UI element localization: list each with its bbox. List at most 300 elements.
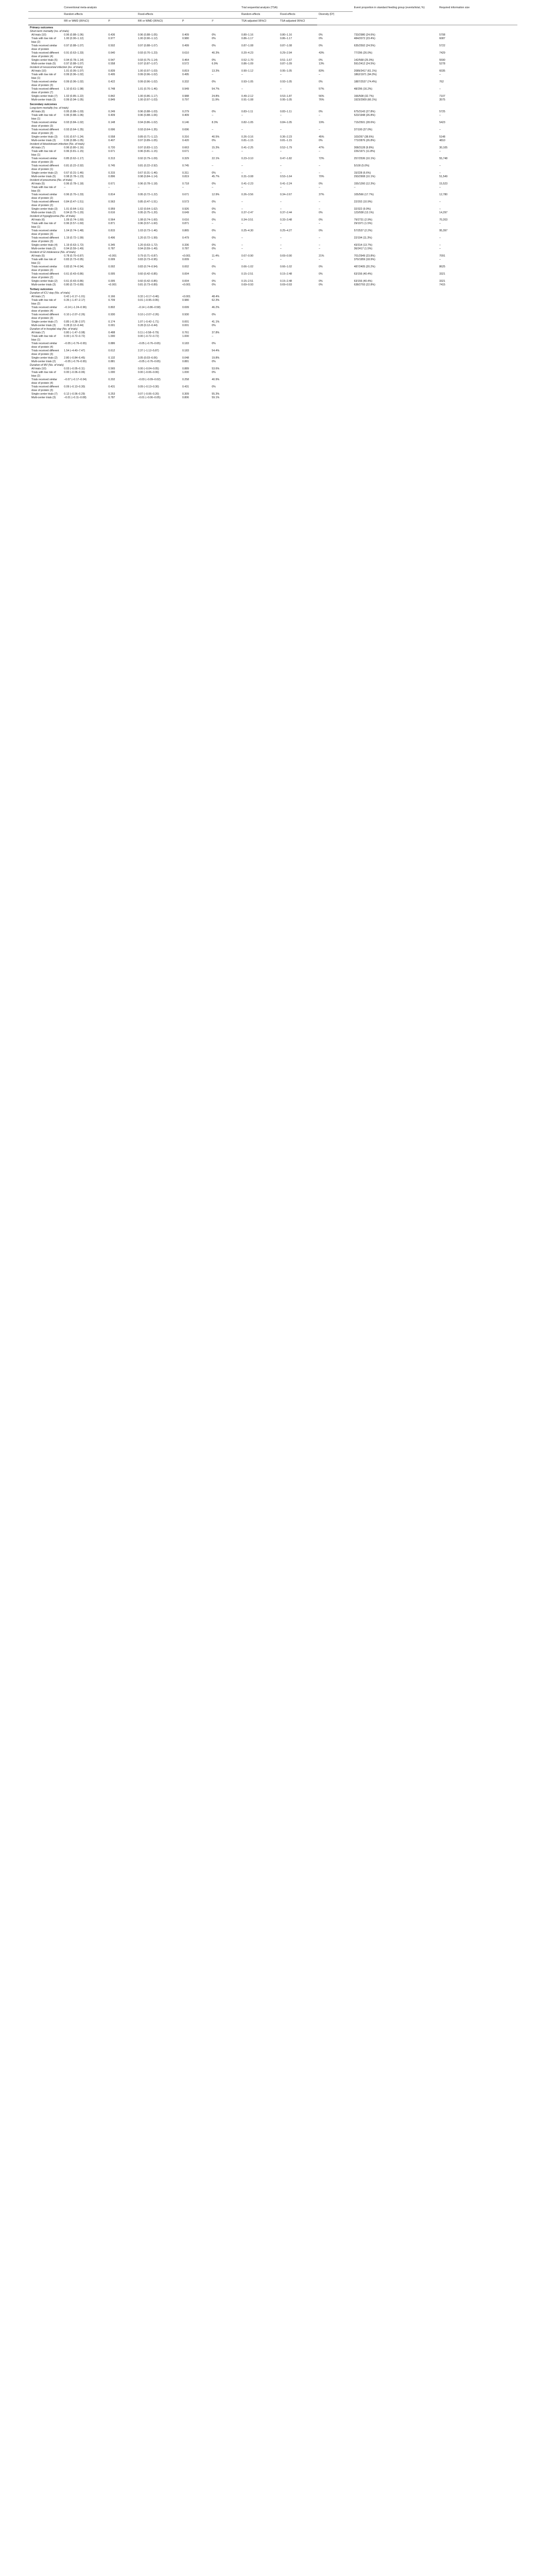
cell-random-rr-wmd: 0.10 (–2.07–2.26) <box>64 313 85 316</box>
cell-event-proportion <box>353 331 438 335</box>
cell-tsa-fixed-ci: 0.69–0.93 <box>280 283 292 286</box>
cell-tsa-fixed-ci: – <box>280 247 282 250</box>
cell-required-information-size: – <box>439 222 441 225</box>
row-label: Trials with low risk of bias (1) <box>31 258 56 265</box>
cell-i-squared: 37.8% <box>212 331 220 334</box>
cell-random-rr-wmd: 0.96 (0.57–1.60) <box>64 222 84 225</box>
cell-fixed-p: 0.409 <box>182 114 189 117</box>
table-row <box>28 335 517 342</box>
cell-tsa-fixed-ci <box>279 335 317 342</box>
row-label: All trials (10) <box>31 70 46 73</box>
row-label: All trials (5) <box>31 182 45 185</box>
cell-required-information-size: – <box>439 200 441 204</box>
cell-tsa-random-ci: – <box>241 172 243 175</box>
outcome-subheading-row <box>28 66 517 70</box>
cell-i-squared: 0% <box>212 385 216 388</box>
cell-required-information-size <box>438 349 517 357</box>
cell-required-information-size: 5725 <box>439 110 445 113</box>
cell-diversity: 76% <box>319 98 324 101</box>
cell-diversity <box>317 385 353 393</box>
row-label: All trials (7) <box>31 295 45 298</box>
cell-tsa-random-ci: 0.20–4.23 <box>241 52 253 55</box>
cell-random-rr-wmd: 1.01 (0.95–1.07) <box>64 70 84 73</box>
table-row <box>28 193 517 200</box>
cell-fixed-p: <0.001 <box>182 295 190 298</box>
cell-required-information-size: 762 <box>439 80 444 83</box>
row-label: Trials received different dose of protein (3) <box>31 313 59 320</box>
cell-fixed-p: 0.988 <box>182 95 189 98</box>
cell-tsa-random-ci: – <box>241 114 243 117</box>
cell-i-squared: – <box>212 114 214 117</box>
cell-i-squared: – <box>212 73 214 76</box>
cell-tsa-fixed-ci: – <box>280 244 282 247</box>
cell-i-squared: 54.4% <box>212 349 220 352</box>
cell-required-information-size <box>438 299 517 306</box>
cell-tsa-random-ci: 0.34–3.51 <box>241 218 253 222</box>
cell-event-proportion <box>353 313 438 320</box>
cell-required-information-size: 15,523 <box>439 182 448 185</box>
row-label: Trials with low risk of bias (1) <box>31 114 56 121</box>
cell-i-squared: 40.5% <box>212 135 220 139</box>
cell-tsa-fixed-ci: – <box>280 73 282 76</box>
row-label: Single-center trials (7) <box>31 95 58 98</box>
header-empty-cell <box>28 19 62 25</box>
row-label: Trials received different dose of protein (3) <box>31 236 59 243</box>
cell-fixed-p: – <box>182 186 184 189</box>
cell-fixed-p: 0.761 <box>182 331 189 334</box>
row-label: Trials received similar dose of protein (3) <box>31 157 57 164</box>
cell-random-p: 0.436 <box>108 33 115 37</box>
cell-diversity: 0% <box>319 59 323 62</box>
cell-random-p: <0.001 <box>108 255 117 258</box>
cell-event-proportion: 123/938 (13.1%) <box>354 211 374 214</box>
cell-fixed-p: 0.797 <box>182 98 189 101</box>
cell-tsa-random-ci: 0.91–1.08 <box>241 98 253 101</box>
row-label: Single-center trials (2) <box>31 280 58 283</box>
cell-i-squared: 24.8% <box>212 95 220 98</box>
cell-tsa-random-ci: 0.41–2.23 <box>241 182 253 185</box>
cell-random-rr-wmd: –0.05 (–0.76–0.65) <box>64 342 87 345</box>
cell-tsa-random-ci <box>240 295 279 299</box>
cell-tsa-random-ci: 0.93–1.05 <box>241 80 253 83</box>
cell-diversity: 56% <box>319 95 324 98</box>
cell-required-information-size: 6035 <box>439 70 445 73</box>
cell-fixed-rr-wmd: –0.05 (–0.76–0.65) <box>137 342 161 345</box>
table-row <box>28 283 517 287</box>
row-label: Trials received different dose of protein (4) <box>31 52 59 58</box>
cell-random-rr-wmd: 0.91 (0.63–1.33) <box>64 52 84 55</box>
cell-event-proportion: 715/2501 (28.6%) <box>354 121 375 124</box>
row-label: Trials received similar dose of protein (3) <box>31 121 57 128</box>
cell-tsa-random-ci <box>240 324 279 328</box>
cell-i-squared: 59.1% <box>212 396 220 399</box>
cell-tsa-fixed-ci: 0.29–2.94 <box>280 52 292 55</box>
cell-fixed-p: 0.309 <box>182 393 189 396</box>
table-row <box>28 110 517 114</box>
outcome-subheading-row <box>28 215 517 218</box>
cell-fixed-rr-wmd: 1.08 (0.74–1.60) <box>137 218 158 222</box>
row-label: Trials with low risk of bias (1) <box>31 222 56 229</box>
cell-tsa-fixed-ci <box>279 360 317 364</box>
cell-random-rr-wmd: 0.28 (0.12–0.44) <box>64 324 84 327</box>
cell-event-proportion: 32/322 (9.9%) <box>354 208 371 211</box>
cell-required-information-size: 7091 <box>439 255 445 258</box>
cell-diversity: – <box>319 236 320 240</box>
cell-fixed-rr-wmd: 0.81 (0.73–0.89) <box>137 283 158 286</box>
outcome-subheading-row <box>28 364 517 367</box>
cell-event-proportion: 484/2072 (23.4%) <box>354 37 375 40</box>
cell-i-squared: 45.7% <box>212 175 220 178</box>
outcome-subheading-row <box>28 251 517 255</box>
cell-event-proportion <box>353 324 438 328</box>
cell-fixed-p: 0.616 <box>182 218 189 222</box>
cell-diversity: – <box>319 186 320 189</box>
cell-fixed-rr-wmd: 1.00 (0.97–1.03) <box>137 98 158 101</box>
cell-random-p: 0.849 <box>108 98 115 101</box>
cell-event-proportion: 293/2908 (10.1%) <box>354 175 375 178</box>
cell-fixed-p: 0.663 <box>182 146 189 149</box>
cell-diversity: – <box>319 164 320 167</box>
cell-random-p: 0.709 <box>108 299 115 302</box>
cell-event-proportion <box>353 385 438 393</box>
cell-random-rr-wmd: 0.97 (0.88–1.07) <box>64 62 84 65</box>
cell-random-p: 0.839 <box>108 70 115 73</box>
cell-i-squared: 48.4% <box>212 295 220 298</box>
row-label: Single-center trials (2) <box>31 172 58 175</box>
header-i-squared: I² <box>210 19 239 25</box>
cell-tsa-random-ci <box>240 371 279 378</box>
cell-diversity: 0% <box>319 218 323 222</box>
cell-i-squared: 0% <box>212 200 216 204</box>
cell-random-rr-wmd: 0.85 (–0.38–2.07) <box>64 320 85 324</box>
cell-fixed-p: 0.745 <box>182 164 189 167</box>
cell-i-squared: 0% <box>212 313 216 316</box>
cell-fixed-p: 0.499 <box>182 44 189 47</box>
cell-random-rr-wmd: 0.96 (0.88–1.05) <box>64 139 84 142</box>
header-tsa-adjusted-fixed: TSA-adjusted 95%CI <box>279 19 317 25</box>
cell-fixed-p: 0.699 <box>182 306 189 309</box>
table-row <box>28 255 517 258</box>
cell-diversity <box>317 360 353 364</box>
cell-random-p: 0.407 <box>108 139 115 142</box>
cell-random-p: 0.720 <box>108 146 115 149</box>
cell-diversity <box>317 357 353 360</box>
cell-i-squared: 0% <box>212 265 216 268</box>
row-label: Multi-center trials (3) <box>31 139 56 142</box>
cell-random-p: 0.696 <box>108 128 115 131</box>
cell-random-rr-wmd: 0.12 (–0.06–0.29) <box>64 393 85 396</box>
row-label: Multi-center trials (2) <box>31 360 56 363</box>
cell-required-information-size: 5722 <box>439 44 445 47</box>
row-label: Trials received different dose of protein (7) <box>31 88 59 94</box>
cell-random-rr-wmd: 0.98 (0.78–1.23) <box>64 175 84 178</box>
cell-tsa-random-ci <box>240 342 279 349</box>
cell-random-rr-wmd: 1.19 (0.72–1.99) <box>64 236 84 240</box>
cell-fixed-p: 0.279 <box>182 110 189 113</box>
cell-fixed-rr-wmd: 0.96 (0.88–1.06) <box>137 114 158 117</box>
cell-i-squared: 41.1% <box>212 320 220 324</box>
cell-i-squared: 46.2% <box>212 306 220 309</box>
cell-i-squared: 0% <box>212 324 216 327</box>
outcome-subheading-label: Incident of GI intolerance (No. of trials) <box>30 251 76 254</box>
cell-event-proportion <box>353 342 438 349</box>
row-label: Trials received similar dose of protein (4) <box>31 342 57 349</box>
cell-tsa-random-ci: – <box>241 222 243 225</box>
cell-required-information-size <box>438 357 517 360</box>
cell-fixed-rr-wmd: – <box>137 186 140 189</box>
cell-fixed-rr-wmd: 0.93 (0.64–1.35) <box>137 128 158 131</box>
cell-random-rr-wmd: 0.83 (0.73–0.95) <box>64 258 84 261</box>
cell-tsa-fixed-ci <box>279 371 317 378</box>
cell-required-information-size: 3575 <box>439 98 445 101</box>
cell-tsa-fixed-ci: 0.41–2.24 <box>280 182 292 185</box>
cell-required-information-size: – <box>439 73 441 76</box>
cell-i-squared: 0% <box>212 208 216 211</box>
table-row <box>28 331 517 335</box>
cell-event-proportion <box>353 335 438 342</box>
cell-required-information-size: 55,748 <box>439 157 448 160</box>
cell-tsa-random-ci: 0.23–3.10 <box>241 157 253 160</box>
cell-diversity: 0% <box>319 229 323 232</box>
cell-i-squared: 19.8% <box>212 357 220 360</box>
table-row <box>28 44 517 52</box>
cell-required-information-size: 3321 <box>439 280 445 283</box>
cell-fixed-rr-wmd: 0.09 (–0.13–0.30) <box>137 385 159 388</box>
cell-diversity: 0% <box>319 283 323 286</box>
cell-tsa-random-ci: 0.69–0.93 <box>241 283 253 286</box>
cell-tsa-fixed-ci: – <box>280 172 282 175</box>
table-row <box>28 146 517 150</box>
cell-required-information-size <box>438 378 517 385</box>
row-label: Trials received different dose of protein (3) <box>31 349 59 356</box>
cell-tsa-fixed-ci: 0.80–1.16 <box>280 33 292 37</box>
cell-fixed-rr-wmd: 0.01 (–0.95–0.95) <box>137 299 159 302</box>
cell-random-p: 0.565 <box>108 367 115 370</box>
cell-i-squared: – <box>212 186 214 189</box>
cell-i-squared: 6.9% <box>212 62 218 65</box>
cell-fixed-rr-wmd: 0.92 (0.79–1.09) <box>137 157 158 160</box>
table-row <box>28 218 517 222</box>
cell-fixed-p: 0.183 <box>182 342 189 345</box>
cell-tsa-random-ci: 0.25–4.30 <box>241 229 253 232</box>
cell-fixed-p: 0.949 <box>182 88 189 91</box>
cell-i-squared: 0% <box>212 80 216 83</box>
cell-random-p: 0.502 <box>108 44 115 47</box>
cell-fixed-rr-wmd: 0.60 (0.42–0.85) <box>137 280 158 283</box>
cell-random-p: 0.745 <box>108 164 115 167</box>
table-row <box>28 200 517 208</box>
cell-i-squared: 0% <box>212 280 216 283</box>
table-row <box>28 62 517 66</box>
cell-random-p: 0.132 <box>108 357 115 360</box>
table-row <box>28 222 517 229</box>
cell-diversity <box>317 396 353 400</box>
cell-required-information-size: – <box>439 258 441 261</box>
cell-random-p: 0.431 <box>108 385 115 388</box>
cell-event-proportion: 733/2980 (24.6%) <box>354 33 375 37</box>
cell-i-squared: – <box>212 222 214 225</box>
cell-tsa-random-ci: – <box>241 200 243 204</box>
cell-tsa-random-ci <box>240 393 279 396</box>
cell-tsa-random-ci: 0.52–1.70 <box>241 59 253 62</box>
cell-random-p: 0.005 <box>108 280 115 283</box>
row-label: Single-center trials (3) <box>31 135 58 139</box>
row-label: Single-center trials (7) <box>31 320 58 324</box>
table-row <box>28 306 517 313</box>
cell-random-rr-wmd: 0.61 (0.43–0.86) <box>64 280 84 283</box>
table-row <box>28 280 517 283</box>
row-label: Multi-center trials (3) <box>31 324 56 327</box>
cell-event-proportion: 103/267 (38.6%) <box>354 135 374 139</box>
cell-fixed-rr-wmd: 0.83 (0.73–0.95) <box>137 258 158 261</box>
cell-tsa-fixed-ci: 0.86–1.17 <box>280 37 292 40</box>
cell-random-rr-wmd: 0.96 (0.70–1.33) <box>64 193 84 196</box>
cell-i-squared: 0% <box>212 273 216 276</box>
cell-required-information-size <box>438 396 517 400</box>
header-tsa-random-effects: Random-effects <box>240 12 279 19</box>
cell-random-p: 0.253 <box>108 393 115 396</box>
cell-diversity <box>317 393 353 396</box>
cell-i-squared: 53.6% <box>212 367 220 370</box>
table-row <box>28 157 517 164</box>
cell-tsa-fixed-ci <box>279 367 317 371</box>
cell-tsa-random-ci: 0.87–1.08 <box>241 44 253 47</box>
cell-fixed-rr-wmd: 0.89 (0.71–1.12) <box>137 135 158 139</box>
cell-event-proportion: 5/100 (5.0%) <box>354 164 370 167</box>
cell-random-rr-wmd: 0.03 (–0.05–0.11) <box>64 367 85 370</box>
row-label: Multi-center trials (5) <box>31 175 56 178</box>
cell-event-proportion: 15/228 (6.6%) <box>354 172 371 175</box>
cell-event-proportion: 1923/2909 (66.1%) <box>354 98 377 101</box>
cell-tsa-fixed-ci: – <box>280 186 282 189</box>
cell-required-information-size: – <box>439 172 441 175</box>
header-required-information-size: Required information size <box>438 5 517 25</box>
cell-event-proportion: 22/202 (10.9%) <box>354 200 373 204</box>
cell-diversity <box>317 349 353 357</box>
table-row <box>28 37 517 44</box>
cell-diversity: 0% <box>319 44 323 47</box>
cell-required-information-size: 70,203 <box>439 218 448 222</box>
cell-fixed-rr-wmd: 0.93 (0.75–1.14) <box>137 59 158 62</box>
header-event-proportion: Event proportion in standard feeding group (events/total, %) <box>353 5 438 25</box>
cell-required-information-size: – <box>439 114 441 117</box>
cell-event-proportion: 638/2793 (22.8%) <box>354 283 375 286</box>
cell-random-p: 0.496 <box>108 236 115 240</box>
cell-tsa-fixed-ci <box>279 299 317 306</box>
cell-diversity <box>317 331 353 335</box>
cell-diversity: – <box>319 222 320 225</box>
cell-random-rr-wmd: 0.96 (0.80–1.16) <box>64 146 84 149</box>
cell-event-proportion: 226/1971 (11.8%) <box>354 150 375 153</box>
cell-diversity: – <box>319 244 320 247</box>
cell-tsa-fixed-ci: 0.53–1.87 <box>280 95 292 98</box>
cell-tsa-random-ci: 0.66–1.02 <box>241 265 253 268</box>
table-row <box>28 396 517 400</box>
cell-tsa-random-ci: – <box>241 258 243 261</box>
cell-required-information-size <box>438 295 517 299</box>
cell-tsa-fixed-ci <box>279 342 317 349</box>
cell-diversity: 0% <box>319 139 323 142</box>
table-row <box>28 33 517 37</box>
cell-fixed-rr-wmd: 0.97 (0.88–1.07) <box>137 44 158 47</box>
cell-fixed-rr-wmd: 1.20 (0.72–1.99) <box>137 236 158 240</box>
cell-tsa-fixed-ci: – <box>280 208 282 211</box>
cell-fixed-p: 0.980 <box>182 299 189 302</box>
cell-random-rr-wmd: 0.84 (0.47–1.51) <box>64 200 84 204</box>
outcome-subheading-label: Short-term mortality (no. of trials) <box>30 30 69 33</box>
cell-fixed-rr-wmd: 1.03 (0.73–1.46) <box>137 229 158 232</box>
cell-tsa-random-ci: – <box>241 73 243 76</box>
row-label: Single-center trials (7) <box>31 393 58 396</box>
cell-fixed-rr-wmd: 0.79 (0.71–0.87) <box>137 255 158 258</box>
cell-fixed-rr-wmd: –0.01 (–0.06–0.05) <box>137 396 161 399</box>
cell-tsa-fixed-ci: – <box>280 164 282 167</box>
cell-random-rr-wmd: 0.80 (–1.47–3.08) <box>64 331 85 334</box>
outcome-group-label: Secondary outcomes <box>30 103 57 106</box>
cell-tsa-random-ci <box>240 396 279 400</box>
cell-fixed-p: 1.000 <box>182 371 189 374</box>
header-rr-wmd-random: RR or WMD (95%CI) <box>62 19 107 25</box>
cell-random-p: 0.612 <box>108 349 115 352</box>
row-label: Trials received similar dose of protein (2) <box>31 193 57 200</box>
table-row <box>28 121 517 128</box>
cell-fixed-p: 0.329 <box>182 157 189 160</box>
header-p-fixed: P <box>181 19 210 25</box>
cell-required-information-size: – <box>439 88 441 91</box>
cell-random-p: 0.640 <box>108 52 115 55</box>
cell-fixed-p: 0.819 <box>182 70 189 73</box>
cell-random-rr-wmd: 0.09 (–0.13–0.30) <box>64 385 85 388</box>
row-label: Multi-center trials (2) <box>31 247 56 250</box>
cell-diversity: – <box>319 208 320 211</box>
cell-tsa-random-ci: 0.26–3.56 <box>241 193 253 196</box>
row-label: All trials (7) <box>31 146 45 149</box>
cell-random-p: 0.547 <box>108 59 115 62</box>
cell-fixed-rr-wmd: 0.96 (0.78–1.18) <box>137 182 158 185</box>
cell-random-rr-wmd: 0.00 (–0.06–0.06) <box>64 371 85 374</box>
cell-i-squared: 0% <box>212 229 216 232</box>
table-row <box>28 135 517 139</box>
cell-random-p: 0.802 <box>108 306 115 309</box>
header-p-random: P <box>107 19 136 25</box>
cell-tsa-fixed-ci: – <box>280 222 282 225</box>
cell-tsa-fixed-ci: 0.87–1.08 <box>280 44 292 47</box>
cell-event-proportion <box>353 360 438 364</box>
cell-i-squared: 54.7% <box>212 88 220 91</box>
cell-fixed-p: 0.871 <box>182 222 189 225</box>
row-label: Trials received similar dose of protein (4) <box>31 306 57 313</box>
cell-random-p: – <box>108 186 110 189</box>
table-row <box>28 114 517 121</box>
cell-random-rr-wmd: –0.14 (–1.24–0.96) <box>64 306 87 309</box>
cell-tsa-random-ci: – <box>241 244 243 247</box>
table-row <box>28 59 517 62</box>
table-row <box>28 299 517 306</box>
cell-random-p: 0.202 <box>108 378 115 381</box>
cell-random-rr-wmd: 0.99 (0.96–1.02) <box>64 80 84 83</box>
cell-tsa-fixed-ci: 0.34–2.67 <box>280 193 292 196</box>
cell-random-rr-wmd: –0.01 (–0.11–0.08) <box>64 396 86 399</box>
cell-diversity <box>317 324 353 328</box>
cell-random-p: 0.787 <box>108 247 115 250</box>
cell-fixed-p: 0.146 <box>182 121 189 124</box>
cell-random-rr-wmd: 1.02 (0.85–1.22) <box>64 95 84 98</box>
cell-fixed-rr-wmd: 0.07 (–0.06–0.20) <box>137 393 159 396</box>
row-label: Multi-center trials (3) <box>31 283 56 286</box>
cell-required-information-size: 7107 <box>439 95 445 98</box>
cell-required-information-size: 7415 <box>439 283 445 286</box>
cell-random-rr-wmd: 0.61 (0.43–0.86) <box>64 273 84 276</box>
